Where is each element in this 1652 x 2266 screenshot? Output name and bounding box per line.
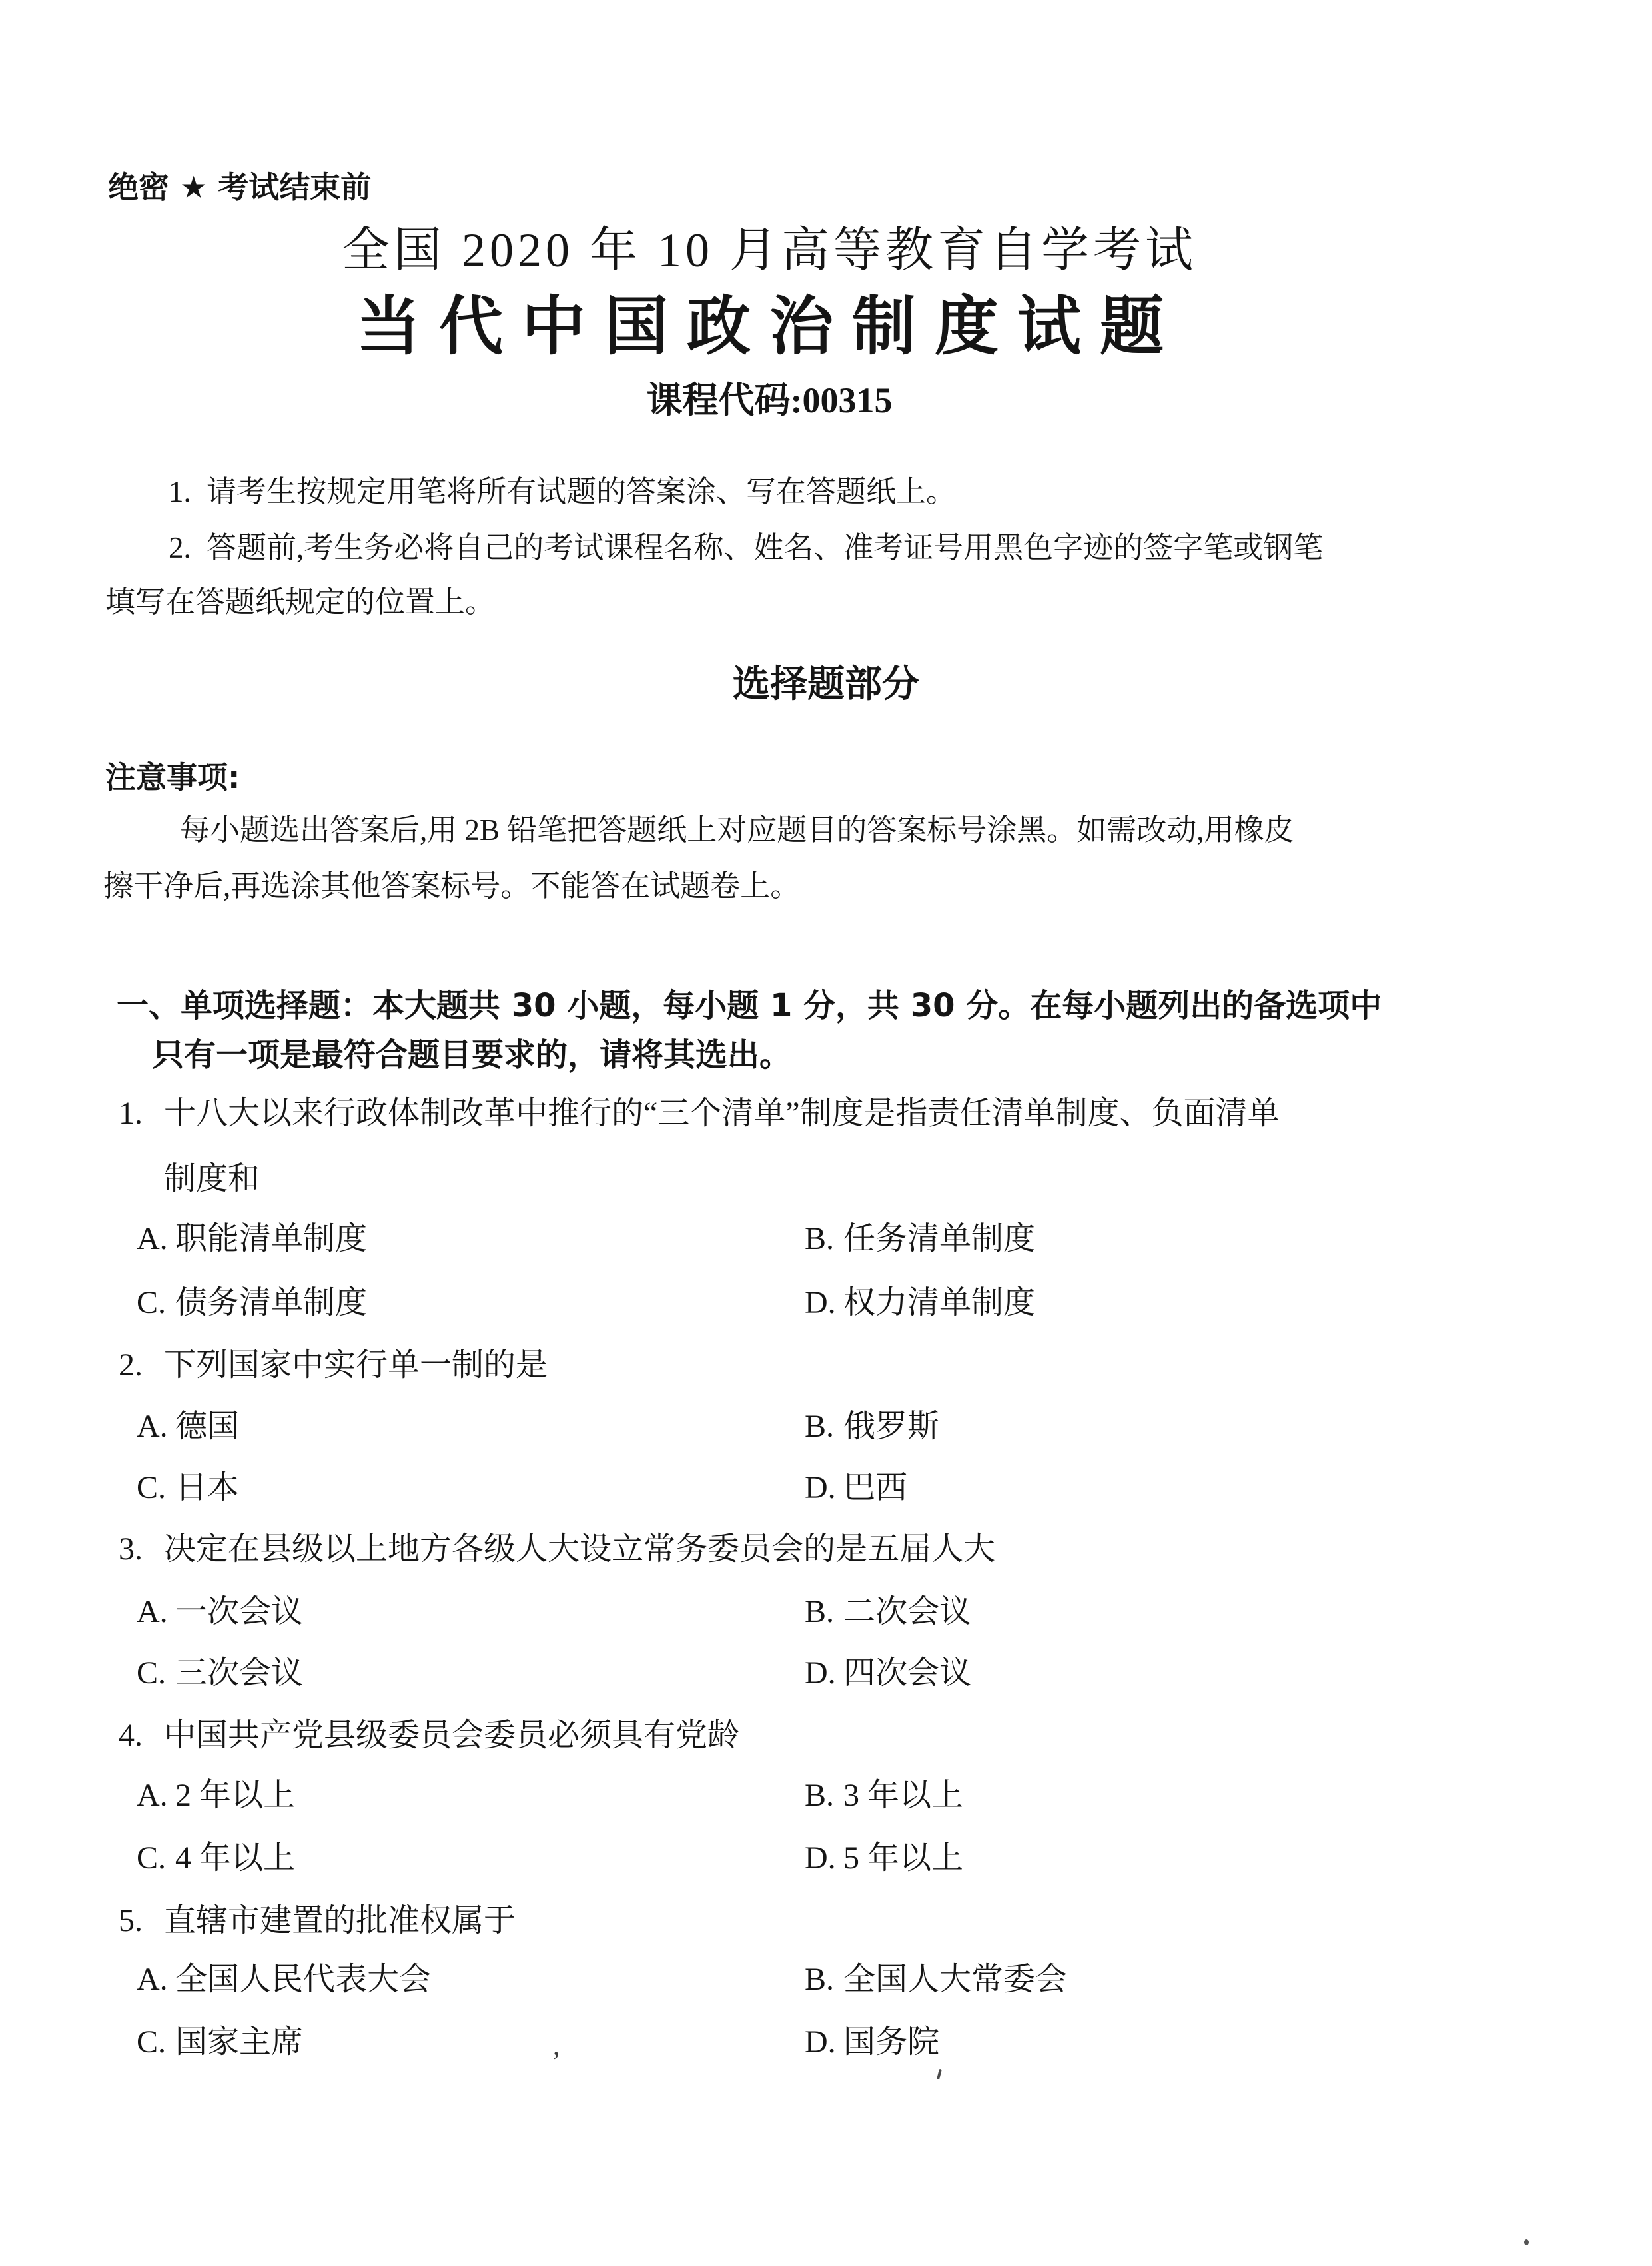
question-2-option-b — [805, 1411, 939, 1443]
option-b-text: 任务清单制度 — [843, 1221, 1036, 1256]
option-c-label: C. — [137, 1470, 167, 1505]
question-1-option-b — [805, 1223, 1035, 1255]
question-4-option-a — [137, 1780, 295, 1812]
question-4-option-c — [137, 1842, 295, 1874]
question-1-option-c — [137, 1287, 367, 1319]
option-b-label: B. — [805, 1962, 835, 1997]
option-c-label: C. — [137, 1285, 167, 1320]
course-code: 课程代码:00315 — [646, 380, 893, 420]
question-4-option-d — [805, 1842, 963, 1874]
option-d-label: D. — [805, 1655, 836, 1691]
option-a-text: 德国 — [175, 1409, 240, 1444]
option-a-label: A. — [137, 1778, 168, 1813]
option-d-label: D. — [805, 1285, 836, 1320]
question-1-option-a — [137, 1223, 367, 1255]
option-a-label: A. — [137, 1409, 168, 1444]
instruction-2-continued: 填写在答题纸规定的位置上。 — [105, 585, 496, 619]
question-4-stem — [119, 1720, 739, 1752]
question-1-number: 1. — [119, 1096, 143, 1131]
option-a-text: 一次会议 — [175, 1594, 304, 1629]
part1-heading-continued: 只有一项是最符合题目要求的，请将其选出。 — [152, 1036, 792, 1074]
paper-title: 当代中国政治制度试题 — [356, 289, 1182, 364]
option-a-label: A. — [137, 1594, 168, 1629]
question-1-stem-text: 十八大以来行政体制改革中推行的“三个清单”制度是指责任清单制度、负面清单 — [164, 1096, 1280, 1131]
option-b-label: B. — [805, 1594, 835, 1629]
option-b-label: B. — [805, 1778, 835, 1813]
section-title: 选择题部分 — [733, 663, 919, 706]
question-1-option-d — [805, 1287, 1035, 1319]
instruction-1 — [169, 477, 956, 507]
question-1-stem-continued: 制度和 — [164, 1161, 260, 1196]
option-d-text: 四次会议 — [843, 1655, 972, 1691]
option-d-text: 5 年以上 — [843, 1840, 964, 1876]
option-c-text: 三次会议 — [175, 1655, 304, 1691]
option-b-text: 全国人大常委会 — [843, 1962, 1068, 1997]
option-b-text: 俄罗斯 — [843, 1409, 940, 1444]
instruction-1-number: 1. — [169, 475, 191, 508]
instruction-2-text: 答题前,考生务必将自己的考试课程名称、姓名、准考证号用黑色字迹的签字笔或钢笔 — [206, 531, 1324, 564]
option-c-label: C. — [137, 1840, 167, 1876]
question-2-stem-text: 下列国家中实行单一制的是 — [164, 1347, 548, 1383]
question-3-option-c — [137, 1657, 303, 1689]
question-5-stem — [119, 1905, 516, 1937]
option-c-text: 债务清单制度 — [175, 1285, 368, 1320]
question-3-option-d — [805, 1657, 971, 1689]
option-c-label: C. — [137, 1655, 167, 1691]
option-a-text: 全国人民代表大会 — [175, 1962, 432, 1997]
question-2-stem — [119, 1349, 548, 1381]
option-d-text: 巴西 — [843, 1470, 908, 1505]
option-b-text: 3 年以上 — [843, 1778, 964, 1813]
option-d-label: D. — [805, 2024, 836, 2060]
question-3-option-a — [137, 1596, 303, 1628]
instruction-1-text: 请考生按规定用笔将所有试题的答案涂、写在答题纸上。 — [206, 475, 957, 508]
question-2-option-d — [805, 1472, 907, 1504]
option-a-text: 职能清单制度 — [175, 1221, 368, 1256]
question-4-stem-text: 中国共产党县级委员会委员必须具有党龄 — [164, 1718, 740, 1753]
question-1-stem — [119, 1098, 1280, 1130]
question-2-number: 2. — [119, 1347, 143, 1383]
option-d-label: D. — [805, 1470, 836, 1505]
notice-heading: 注意事项: — [105, 759, 240, 795]
part1-number: 一、 — [117, 987, 181, 1024]
instruction-2 — [169, 533, 1323, 563]
option-d-label: D. — [805, 1840, 836, 1876]
question-5-option-a — [137, 1964, 431, 1996]
option-d-text: 权力清单制度 — [843, 1285, 1036, 1320]
exam-session-title: 全国 2020 年 10 月高等教育自学考试 — [341, 224, 1197, 277]
notice-line-1: 每小题选出答案后,用 2B 铅笔把答题纸上对应题目的答案标号涂黑。如需改动,用橡皮 — [180, 813, 1294, 847]
question-5-stem-text: 直辖市建置的批准权属于 — [164, 1903, 516, 1938]
option-c-text: 日本 — [175, 1470, 240, 1505]
part1-heading — [117, 987, 1382, 1024]
question-3-stem-text: 决定在县级以上地方各级人大设立常务委员会的是五届人大 — [164, 1531, 996, 1567]
classification-banner: 绝密 ★ 考试结束前 — [108, 169, 372, 205]
question-5-option-c — [137, 2026, 303, 2058]
option-d-text: 国务院 — [843, 2024, 940, 2060]
scan-artifact — [937, 2069, 942, 2079]
option-a-label: A. — [137, 1221, 168, 1256]
notice-line-2: 擦干净后,再选涂其他答案标号。不能答在试题卷上。 — [103, 869, 801, 903]
question-3-stem — [119, 1533, 995, 1565]
option-b-text: 二次会议 — [843, 1594, 972, 1629]
option-b-label: B. — [805, 1409, 835, 1444]
part1-heading-text: 单项选择题：本大题共 30 小题，每小题 1 分，共 30 分。在每小题列出的备选项中 — [181, 987, 1382, 1024]
instruction-2-number: 2. — [169, 531, 191, 564]
question-5-option-d — [805, 2026, 939, 2058]
question-5-option-b — [805, 1964, 1067, 1996]
option-c-text: 4 年以上 — [175, 1840, 296, 1876]
question-3-option-b — [805, 1596, 971, 1628]
option-a-label: A. — [137, 1962, 168, 1997]
question-5-number: 5. — [119, 1903, 143, 1938]
option-b-label: B. — [805, 1221, 835, 1256]
scan-artifact — [1524, 2239, 1529, 2245]
option-c-label: C. — [137, 2024, 167, 2060]
option-a-text: 2 年以上 — [175, 1778, 296, 1813]
question-4-option-b — [805, 1780, 963, 1812]
question-2-option-a — [137, 1411, 239, 1443]
scan-artifact: , — [553, 2031, 560, 2062]
question-4-number: 4. — [119, 1718, 143, 1753]
question-2-option-c — [137, 1472, 239, 1504]
question-3-number: 3. — [119, 1531, 143, 1567]
option-c-text: 国家主席 — [175, 2024, 304, 2060]
